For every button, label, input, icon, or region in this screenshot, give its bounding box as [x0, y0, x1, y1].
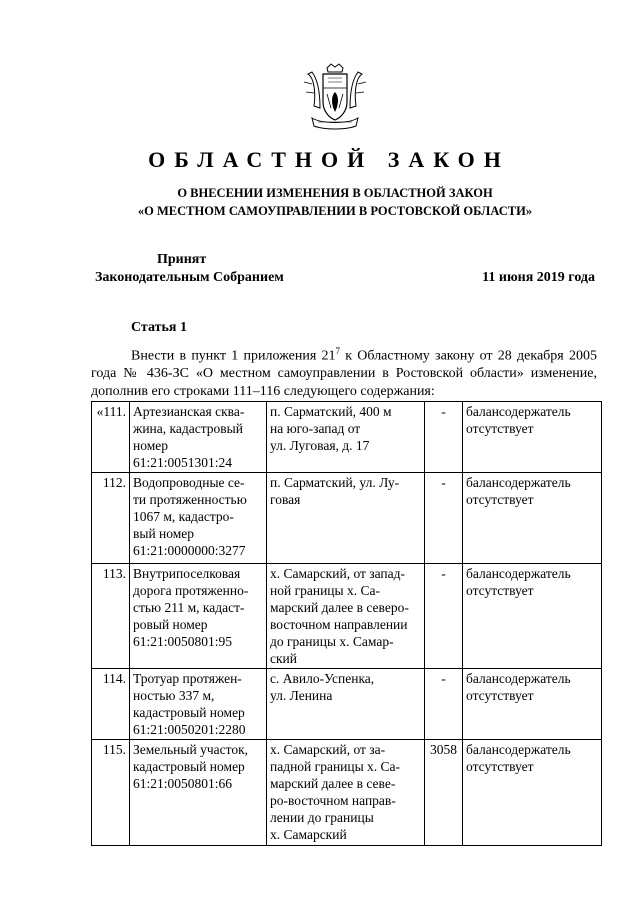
object-location: п. Сарматский, ул. Лу- говая	[267, 473, 425, 564]
object-owner: балансодержатель отсутствует	[463, 740, 602, 846]
object-owner: балансодержатель отсутствует	[463, 564, 602, 669]
article-heading: Статья 1	[131, 320, 187, 335]
object-owner: балансодержатель отсутствует	[463, 402, 602, 473]
adopted-label-line1: Принят	[157, 252, 207, 267]
object-owner: балансодержатель отсутствует	[463, 669, 602, 740]
object-name: Внутрипоселковая дорога протяженно- стью 211 м, кадаст- ровый номер 61:21:0050801:95	[130, 564, 267, 669]
object-area: -	[425, 564, 463, 669]
object-location: х. Самарский, от запад- ной границы х. Са- марский далее в северо- восточном направлении до границы х. Самар- ский	[267, 564, 425, 669]
coat-of-arms-icon	[298, 62, 372, 132]
article-paragraph	[91, 343, 597, 400]
object-name: Земельный участок, кадастровый номер 61:21:0050801:66	[130, 740, 267, 846]
law-title: ОБЛАСТНОЙ ЗАКОН	[148, 147, 510, 172]
object-name: Водопроводные се- ти протяженностью 1067 м, кадастро- вый номер 61:21:0000000:3277	[130, 473, 267, 564]
object-name: Артезианская сква- жина, кадастровый номер 61:21:0051301:24	[130, 402, 267, 473]
object-location: с. Авило-Успенка, ул. Ленина	[267, 669, 425, 740]
table-row	[92, 402, 602, 473]
paragraph-superscript: 7	[335, 346, 341, 356]
object-location: п. Сарматский, 400 м на юго-запад от ул. Луговая, д. 17	[267, 402, 425, 473]
object-area: 3058	[425, 740, 463, 846]
table-row	[92, 740, 602, 846]
table-row	[92, 473, 602, 564]
adopted-label-line2: Законодательным Собранием	[95, 270, 284, 285]
row-number: 113.	[92, 564, 130, 669]
row-number: 114.	[92, 669, 130, 740]
adopted-date: 11 июня 2019 года	[482, 270, 595, 285]
paragraph-text-part1: Внести в пункт 1 приложения 21	[131, 348, 336, 364]
object-area: -	[425, 402, 463, 473]
amendment-table	[91, 401, 602, 846]
law-subtitle-line1: О ВНЕСЕНИИ ИЗМЕНЕНИЯ В ОБЛАСТНОЙ ЗАКОН	[177, 186, 493, 200]
row-number: 112.	[92, 473, 130, 564]
object-location: х. Самарский, от за- падной границы х. Са- марский далее в севе- ро-восточном направ- лении до границы х. Самарский	[267, 740, 425, 846]
object-area: -	[425, 669, 463, 740]
object-owner: балансодержатель отсутствует	[463, 473, 602, 564]
row-number: «111.	[92, 402, 130, 473]
object-area: -	[425, 473, 463, 564]
paragraph-text-part2: к Областному закону от 28 декабря 2005 года № 436-ЗС «О местном самоуправлении в Ростовской области» изменение, дополнив его строками 111–116 следующего содержания:	[91, 348, 597, 399]
object-name: Тротуар протяжен- ностью 337 м, кадастровый номер 61:21:0050201:2280	[130, 669, 267, 740]
table-row	[92, 564, 602, 669]
law-subtitle-line2: «О МЕСТНОМ САМОУПРАВЛЕНИИ В РОСТОВСКОЙ ОБЛАСТИ»	[137, 204, 533, 218]
row-number: 115.	[92, 740, 130, 846]
table-row	[92, 669, 602, 740]
